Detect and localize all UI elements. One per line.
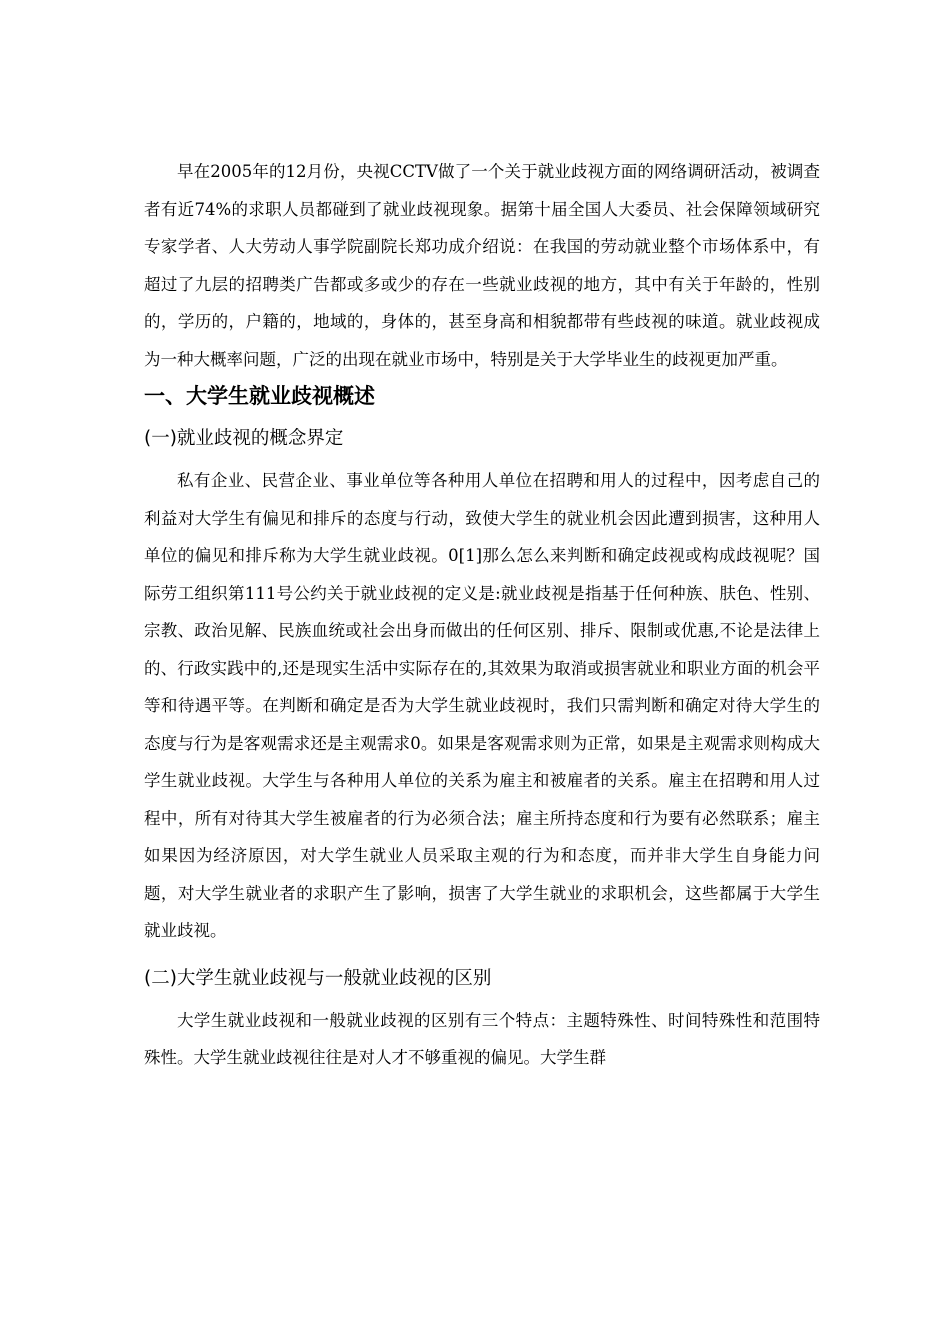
- difference-paragraph: 大学生就业歧视和一般就业歧视的区别有三个特点：主题特殊性、时间特殊性和范围特殊性。大学生就业歧视往往是对人才不够重视的偏见。大学生群: [144, 1010, 820, 1067]
- document-body: [144, 153, 820, 1077]
- intro-paragraph: 早在2005年的12月份，央视CCTV做了一个关于就业歧视方面的网络调研活动，被调查者有近74%的求职人员都碰到了就业歧视现象。据第十届全国人大委员、社会保障领域研究专家学者、人大劳动人事学院副院长郑功成介绍说：在我国的劳动就业整个市场体系中，有超过了九层的招聘类广告都或多或少的存在一些就业歧视的地方，其中有关于年龄的，性别的，学历的，户籍的，地域的，身体的，甚至身高和相貌都带有些歧视的味道。就业歧视成为一种大概率问题，广泛的出现在就业市场中，特别是关于大学毕业生的歧视更加严重。: [144, 162, 820, 369]
- section-heading: 一、大学生就业歧视概述: [144, 384, 375, 408]
- subsection-heading: (一)就业歧视的概念界定: [144, 428, 344, 449]
- definition-paragraph: 私有企业、民营企业、事业单位等各种用人单位在招聘和用人的过程中，因考虑自己的利益对大学生有偏见和排斥的态度与行动，致使大学生的就业机会因此遭到损害，这种用人单位的偏见和排斥称为大学生就业歧视。0[1]那么怎么来判断和确定歧视或构成歧视呢？国际劳工组织第111号公约关于就业歧视的定义是:就业歧视是指基于任何种族、肤色、性别、宗教、政治见解、民族血统或社会出身而做出的任何区别、排斥、限制或优惠,不论是法律上的、行政实践中的,还是现实生活中实际存在的,其效果为取消或损害就业和职业方面的机会平等和待遇平等。在判断和确定是否为大学生就业歧视时，我们只需判断和确定对待大学生的态度与行为是客观需求还是主观需求0。如果是客观需求则为正常，如果是主观需求则构成大学生就业歧视。大学生与各种用人单位的关系为雇主和被雇者的关系。雇主在招聘和用人过程中，所有对待其大学生被雇者的行为必须合法；雇主所持态度和行为要有必然联系；雇主如果因为经济原因，对大学生就业人员采取主观的行为和态度，而并非大学生自身能力问题，对大学生就业者的求职产生了影响，损害了大学生就业的求职机会，这些都属于大学生就业歧视。: [144, 471, 820, 940]
- subsection-heading: (二)大学生就业歧视与一般就业歧视的区别: [144, 967, 492, 989]
